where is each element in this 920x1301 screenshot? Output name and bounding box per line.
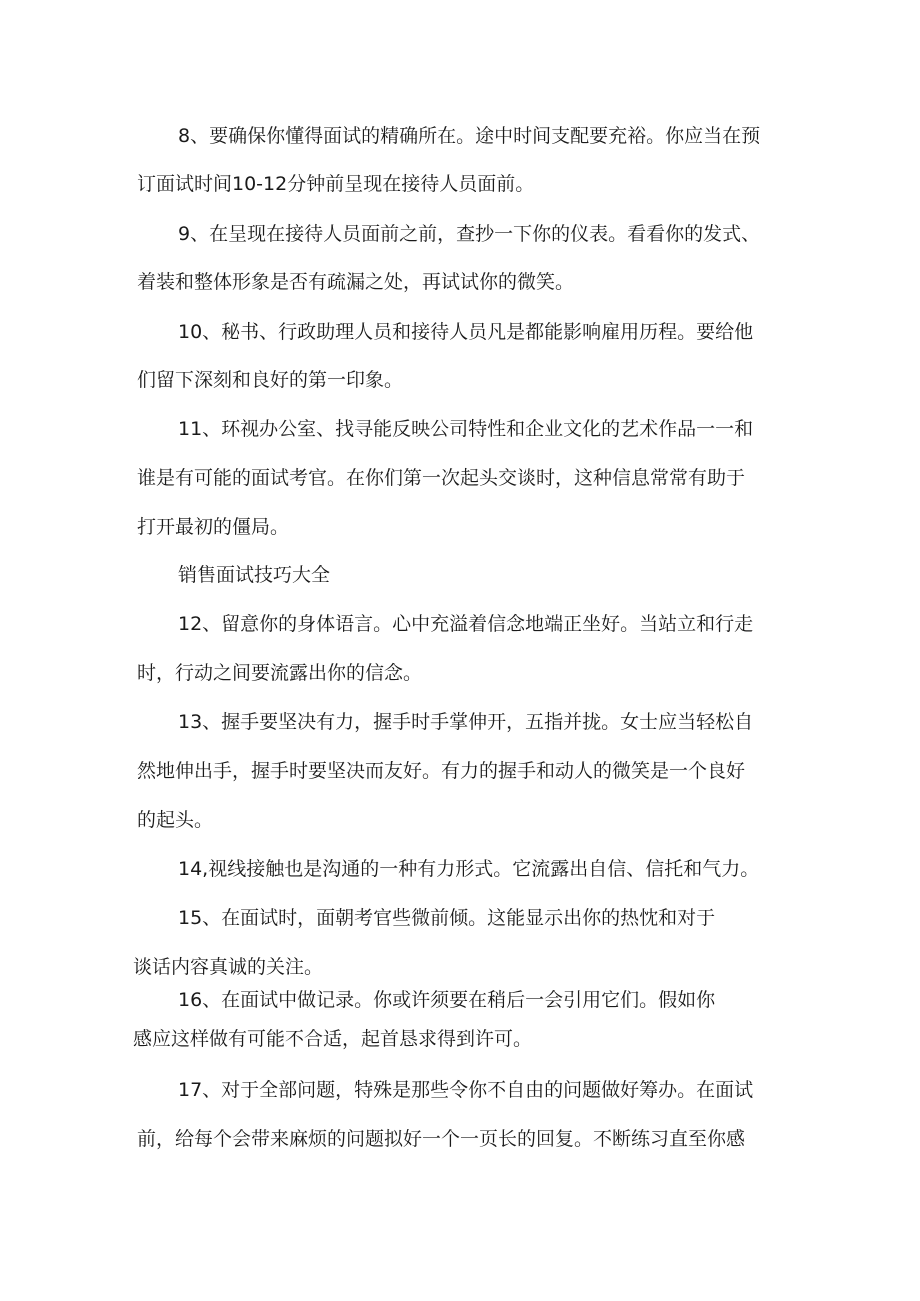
text-line: 订面试时间10-12分钟前呈现在接待人员面前。	[137, 173, 535, 195]
text-line: 谁是有可能的面试考官。在你们第一次起头交谈时，这种信息常常有助于	[137, 467, 746, 489]
text-line: 然地伸出手，握手时要坚决而友好。有力的握手和动人的微笑是一个良好	[137, 760, 746, 782]
text-line: 14,视线接触也是沟通的一种有力形式。它流露出自信、信托和气力。	[178, 858, 760, 880]
text-line: 13、握手要坚决有力，握手时手掌伸开，五指并拢。女士应当轻松自	[178, 711, 754, 733]
text-line: 12、留意你的身体语言。心中充溢着信念地端正坐好。当站立和行走	[178, 613, 754, 635]
text-line: 时，行动之间要流露出你的信念。	[137, 662, 423, 684]
text-line: 们留下深刻和良好的第一印象。	[137, 369, 404, 391]
text-line: 着装和整体形象是否有疏漏之处，再试试你的微笑。	[137, 271, 575, 293]
text-line: 16、在面试中做记录。你或许须要在稍后一会引用它们。假如你	[178, 989, 716, 1011]
text-line: 谈话内容真诚的关注。	[133, 956, 324, 978]
text-line: 9、在呈现在接待人员面前之前，查抄一下你的仪表。看看你的发式、	[178, 223, 761, 245]
text-line: 8、要确保你懂得面试的精确所在。途中时间支配要充裕。你应当在预	[178, 125, 761, 147]
section-heading: 销售面试技巧大全	[178, 564, 331, 586]
text-line: 11、环视办公室、找寻能反映公司特性和企业文化的艺术作品一一和	[178, 418, 754, 440]
text-line: 前，给每个会带来麻烦的问题拟好一个一页长的回复。不断练习直至你感	[137, 1128, 746, 1150]
text-line: 的起头。	[137, 809, 214, 831]
text-line: 17、对于全部问题，特殊是那些令你不自由的问题做好筹办。在面试	[178, 1079, 754, 1101]
text-line: 15、在面试时，面朝考官些微前倾。这能显示出你的热忱和对于	[178, 907, 716, 929]
text-line: 打开最初的僵局。	[137, 516, 290, 538]
text-line: 感应这样做有可能不合适，起首恳求得到许可。	[133, 1028, 533, 1050]
text-line: 10、秘书、行政助理人员和接待人员凡是都能影响雇用历程。要给他	[178, 321, 754, 343]
